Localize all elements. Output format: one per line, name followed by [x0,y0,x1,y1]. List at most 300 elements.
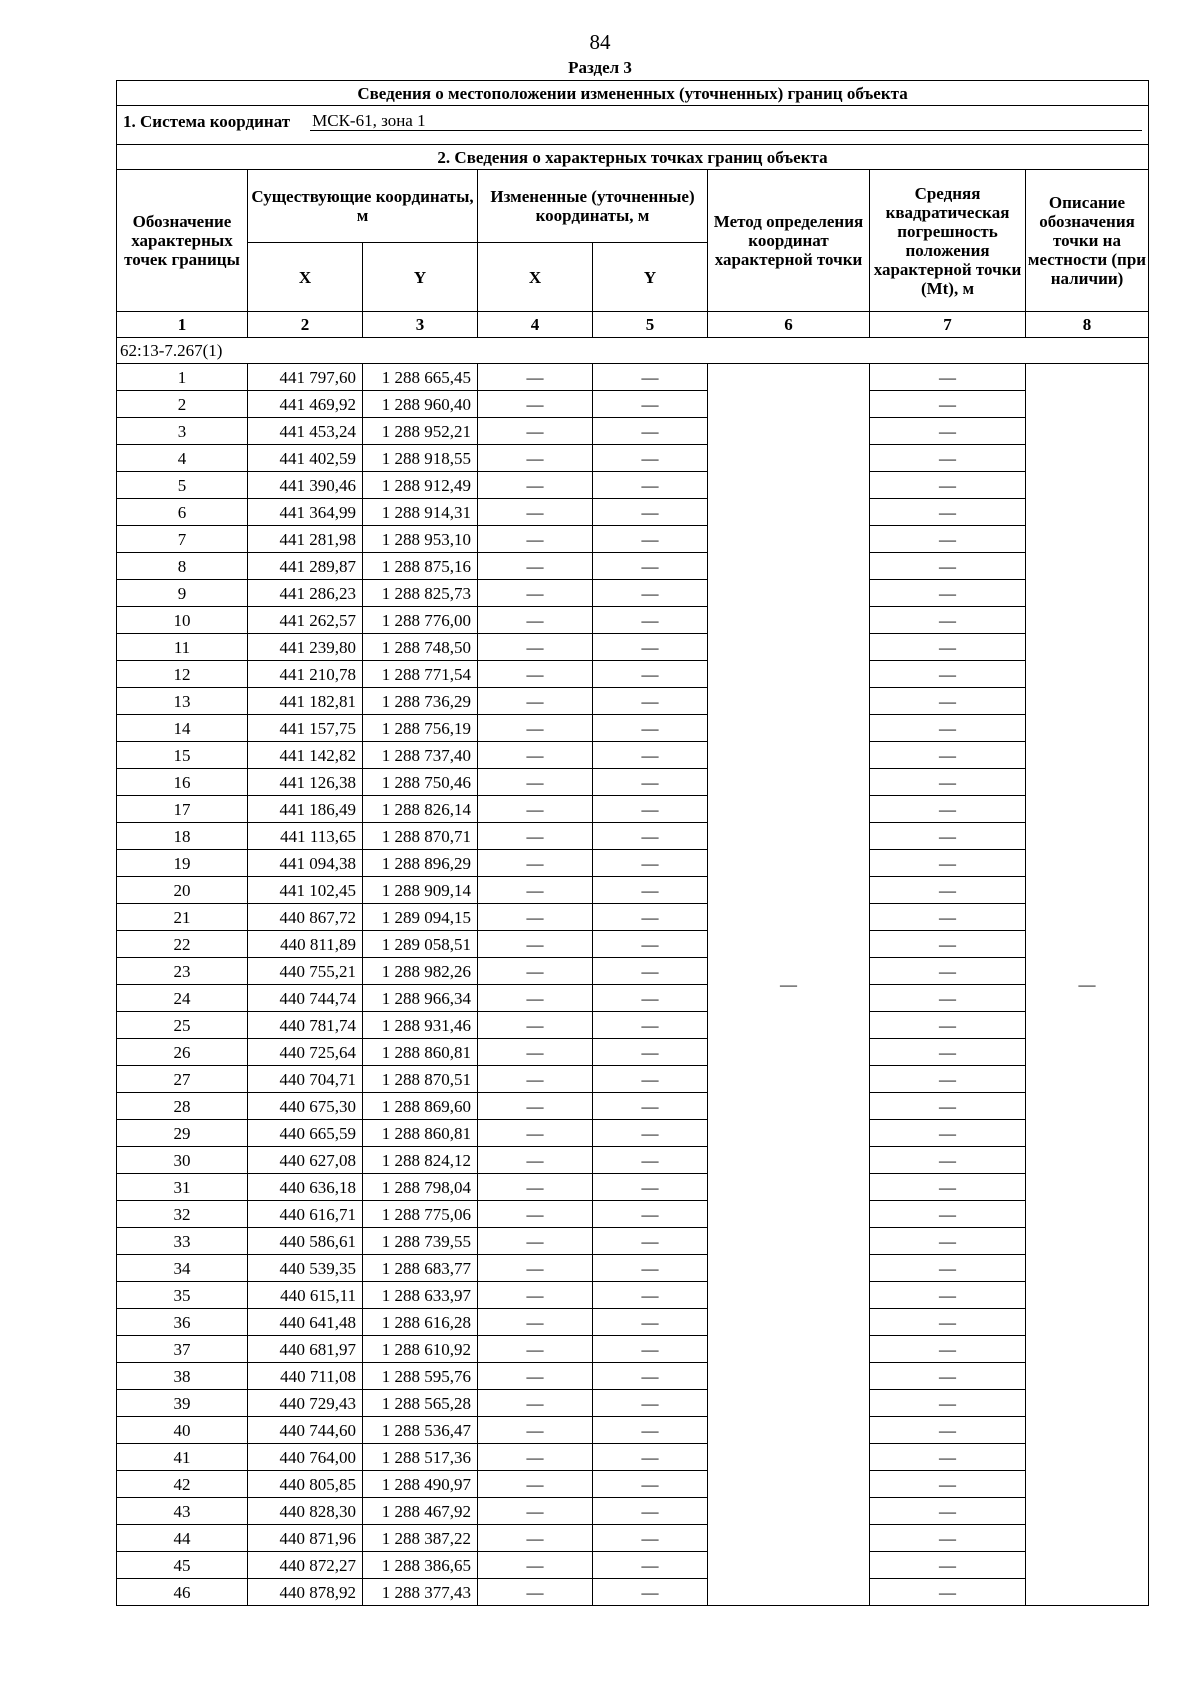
col-number-1: 1 [117,312,248,338]
table-row [117,985,1149,1012]
coord-system-cell [117,106,1149,145]
table-row [117,850,1149,877]
mean-error: — [870,1363,1026,1390]
changed-y: — [593,472,708,499]
table-row [117,1471,1149,1498]
mean-error: — [870,1120,1026,1147]
existing-y: 1 288 739,55 [363,1228,478,1255]
mean-error: — [870,634,1026,661]
coord-system-label: 1. Система координат [123,112,291,131]
existing-x: 441 402,59 [248,445,363,472]
existing-x: 440 811,89 [248,931,363,958]
existing-y: 1 288 490,97 [363,1471,478,1498]
point-number: 12 [117,661,248,688]
point-number: 4 [117,445,248,472]
changed-x: — [478,796,593,823]
changed-x: — [478,823,593,850]
existing-y: 1 288 595,76 [363,1363,478,1390]
points-section-title: 2. Сведения о характерных точках границ объекта [117,145,1149,170]
mean-error: — [870,418,1026,445]
existing-x: 440 871,96 [248,1525,363,1552]
existing-y: 1 288 616,28 [363,1309,478,1336]
changed-x: — [478,1579,593,1606]
mean-error: — [870,1039,1026,1066]
mean-error: — [870,1444,1026,1471]
changed-x: — [478,607,593,634]
point-number: 43 [117,1498,248,1525]
changed-x: — [478,742,593,769]
header-method: Метод определения координат характерной точки [708,170,870,312]
changed-x: — [478,1066,593,1093]
point-number: 14 [117,715,248,742]
changed-x: — [478,1093,593,1120]
mean-error: — [870,364,1026,391]
existing-x: 441 182,81 [248,688,363,715]
existing-x: 440 781,74 [248,1012,363,1039]
existing-y: 1 288 826,14 [363,796,478,823]
existing-x: 440 744,74 [248,985,363,1012]
changed-x: — [478,1336,593,1363]
mean-error: — [870,1201,1026,1228]
table-row [117,1066,1149,1093]
changed-x: — [478,499,593,526]
existing-x: 441 113,65 [248,823,363,850]
mean-error: — [870,1498,1026,1525]
table-row [117,1255,1149,1282]
table-row [117,1093,1149,1120]
changed-x: — [478,364,593,391]
existing-x: 440 744,60 [248,1417,363,1444]
changed-y: — [593,526,708,553]
table-row [117,958,1149,985]
table-row [117,1525,1149,1552]
mean-error: — [870,1471,1026,1498]
changed-y: — [593,1147,708,1174]
point-number: 38 [117,1363,248,1390]
table-row [117,364,1149,391]
mean-error: — [870,877,1026,904]
point-number: 44 [117,1525,248,1552]
existing-y: 1 288 737,40 [363,742,478,769]
table-row [117,1498,1149,1525]
header-point-description: Описание обозначения точки на местности (при наличии) [1026,170,1149,312]
changed-y: — [593,742,708,769]
table-row [117,1174,1149,1201]
section-title: Раздел 3 [568,58,632,77]
existing-x: 440 805,85 [248,1471,363,1498]
existing-y: 1 288 748,50 [363,634,478,661]
changed-x: — [478,580,593,607]
changed-y: — [593,769,708,796]
existing-y: 1 288 860,81 [363,1039,478,1066]
mean-error: — [870,391,1026,418]
existing-y: 1 288 914,31 [363,499,478,526]
existing-y: 1 288 870,71 [363,823,478,850]
changed-y: — [593,1417,708,1444]
changed-x: — [478,1147,593,1174]
changed-y: — [593,715,708,742]
mean-error: — [870,1282,1026,1309]
header-existing-x: X [248,243,363,312]
point-number: 3 [117,418,248,445]
existing-x: 440 872,27 [248,1552,363,1579]
table-row [117,607,1149,634]
header-existing-y: Y [363,243,478,312]
existing-x: 440 539,35 [248,1255,363,1282]
changed-y: — [593,1471,708,1498]
existing-y: 1 288 912,49 [363,472,478,499]
table-row [117,1147,1149,1174]
changed-y: — [593,1390,708,1417]
existing-x: 441 210,78 [248,661,363,688]
changed-x: — [478,553,593,580]
mean-error: — [870,1174,1026,1201]
table-row [117,499,1149,526]
changed-y: — [593,1498,708,1525]
existing-y: 1 288 775,06 [363,1201,478,1228]
existing-x: 441 469,92 [248,391,363,418]
page-number: 84 [589,30,611,54]
point-number: 41 [117,1444,248,1471]
mean-error: — [870,931,1026,958]
point-number: 8 [117,553,248,580]
existing-x: 441 262,57 [248,607,363,634]
point-number: 10 [117,607,248,634]
existing-x: 440 616,71 [248,1201,363,1228]
existing-x: 441 289,87 [248,553,363,580]
existing-x: 441 126,38 [248,769,363,796]
changed-y: — [593,445,708,472]
table-row [117,1228,1149,1255]
table-row [117,769,1149,796]
point-number: 28 [117,1093,248,1120]
mean-error: — [870,1228,1026,1255]
existing-y: 1 288 536,47 [363,1417,478,1444]
point-number: 13 [117,688,248,715]
existing-y: 1 288 750,46 [363,769,478,796]
table-row [117,877,1149,904]
existing-y: 1 288 982,26 [363,958,478,985]
changed-y: — [593,1255,708,1282]
changed-x: — [478,715,593,742]
existing-x: 440 867,72 [248,904,363,931]
changed-x: — [478,904,593,931]
existing-y: 1 288 610,92 [363,1336,478,1363]
existing-x: 440 675,30 [248,1093,363,1120]
existing-x: 440 704,71 [248,1066,363,1093]
changed-x: — [478,1498,593,1525]
mean-error: — [870,526,1026,553]
table-row [117,1282,1149,1309]
changed-y: — [593,823,708,850]
col-number-3: 3 [363,312,478,338]
mean-error: — [870,1066,1026,1093]
changed-y: — [593,1174,708,1201]
point-number: 46 [117,1579,248,1606]
existing-y: 1 288 918,55 [363,445,478,472]
existing-y: 1 288 931,46 [363,1012,478,1039]
existing-x: 440 755,21 [248,958,363,985]
changed-y: — [593,364,708,391]
table-row [117,1444,1149,1471]
point-number: 6 [117,499,248,526]
table-row [117,1309,1149,1336]
point-number: 25 [117,1012,248,1039]
existing-x: 441 364,99 [248,499,363,526]
changed-x: — [478,1039,593,1066]
point-number: 27 [117,1066,248,1093]
existing-x: 440 729,43 [248,1390,363,1417]
point-number: 11 [117,634,248,661]
point-number: 9 [117,580,248,607]
existing-y: 1 288 683,77 [363,1255,478,1282]
changed-x: — [478,1120,593,1147]
existing-y: 1 288 966,34 [363,985,478,1012]
existing-x: 441 239,80 [248,634,363,661]
point-number: 21 [117,904,248,931]
existing-x: 441 390,46 [248,472,363,499]
point-number: 39 [117,1390,248,1417]
changed-y: — [593,1012,708,1039]
changed-x: — [478,985,593,1012]
changed-x: — [478,1282,593,1309]
changed-y: — [593,1336,708,1363]
existing-y: 1 288 824,12 [363,1147,478,1174]
mean-error: — [870,1525,1026,1552]
existing-y: 1 288 517,36 [363,1444,478,1471]
table-row [117,1012,1149,1039]
existing-x: 441 286,23 [248,580,363,607]
changed-y: — [593,796,708,823]
changed-y: — [593,931,708,958]
changed-y: — [593,580,708,607]
point-number: 23 [117,958,248,985]
existing-y: 1 288 825,73 [363,580,478,607]
changed-y: — [593,1552,708,1579]
point-number: 35 [117,1282,248,1309]
changed-x: — [478,1255,593,1282]
changed-x: — [478,418,593,445]
col-number-7: 7 [870,312,1026,338]
mean-error: — [870,445,1026,472]
col-number-2: 2 [248,312,363,338]
changed-y: — [593,661,708,688]
changed-x: — [478,1363,593,1390]
existing-y: 1 288 756,19 [363,715,478,742]
table-row [117,904,1149,931]
changed-y: — [593,499,708,526]
header-designation: Обозначение характерных точек границы [117,170,248,312]
mean-error: — [870,607,1026,634]
changed-x: — [478,1309,593,1336]
changed-x: — [478,1012,593,1039]
changed-x: — [478,472,593,499]
mean-error: — [870,1390,1026,1417]
existing-x: 440 725,64 [248,1039,363,1066]
table-row [117,526,1149,553]
point-number: 1 [117,364,248,391]
table-row [117,391,1149,418]
changed-y: — [593,985,708,1012]
existing-x: 440 636,18 [248,1174,363,1201]
changed-x: — [478,850,593,877]
changed-x: — [478,391,593,418]
changed-y: — [593,1525,708,1552]
header-changed-coords: Измененные (уточненные) координаты, м [478,170,708,243]
point-number: 17 [117,796,248,823]
changed-x: — [478,1390,593,1417]
changed-x: — [478,1228,593,1255]
changed-y: — [593,634,708,661]
table-row [117,1552,1149,1579]
changed-x: — [478,877,593,904]
changed-y: — [593,1120,708,1147]
table-row [117,931,1149,958]
col-number-6: 6 [708,312,870,338]
mean-error: — [870,472,1026,499]
header-changed-x: X [478,243,593,312]
table-row [117,742,1149,769]
changed-y: — [593,1201,708,1228]
changed-y: — [593,391,708,418]
table-row [117,1579,1149,1606]
point-number: 29 [117,1120,248,1147]
point-number: 36 [117,1309,248,1336]
table-row [117,1120,1149,1147]
table-row [117,1201,1149,1228]
point-number: 34 [117,1255,248,1282]
table-row [117,1336,1149,1363]
table-row [117,688,1149,715]
changed-x: — [478,769,593,796]
changed-y: — [593,1093,708,1120]
table-row [117,634,1149,661]
changed-x: — [478,1471,593,1498]
mean-error: — [870,742,1026,769]
mean-error: — [870,1417,1026,1444]
point-number: 24 [117,985,248,1012]
point-number: 33 [117,1228,248,1255]
changed-y: — [593,1228,708,1255]
table-title: Сведения о местоположении измененных (уточненных) границ объекта [117,81,1149,106]
changed-y: — [593,877,708,904]
changed-x: — [478,931,593,958]
existing-y: 1 288 870,51 [363,1066,478,1093]
group-label: 62:13-7.267(1) [117,338,1149,364]
changed-y: — [593,1444,708,1471]
point-number: 30 [117,1147,248,1174]
boundary-points-table [116,80,1149,1606]
mean-error: — [870,850,1026,877]
changed-x: — [478,1552,593,1579]
table-row [117,1363,1149,1390]
changed-y: — [593,1039,708,1066]
mean-error: — [870,985,1026,1012]
changed-x: — [478,1525,593,1552]
method-cell: — [708,364,870,1606]
existing-y: 1 288 953,10 [363,526,478,553]
col-number-4: 4 [478,312,593,338]
changed-x: — [478,445,593,472]
existing-y: 1 288 736,29 [363,688,478,715]
header-changed-y: Y [593,243,708,312]
changed-y: — [593,1579,708,1606]
existing-y: 1 289 058,51 [363,931,478,958]
coord-system-value: МСК-61, зона 1 [310,112,1142,131]
point-number: 20 [117,877,248,904]
mean-error: — [870,1336,1026,1363]
col-number-5: 5 [593,312,708,338]
table-row [117,580,1149,607]
existing-y: 1 288 960,40 [363,391,478,418]
point-number: 45 [117,1552,248,1579]
changed-y: — [593,904,708,931]
table-row [117,445,1149,472]
existing-y: 1 288 665,45 [363,364,478,391]
point-number: 15 [117,742,248,769]
point-number: 40 [117,1417,248,1444]
description-cell: — [1026,364,1149,1606]
mean-error: — [870,580,1026,607]
point-number: 5 [117,472,248,499]
changed-x: — [478,1444,593,1471]
existing-y: 1 288 952,21 [363,418,478,445]
point-number: 26 [117,1039,248,1066]
point-number: 31 [117,1174,248,1201]
existing-x: 440 627,08 [248,1147,363,1174]
existing-y: 1 288 776,00 [363,607,478,634]
existing-y: 1 288 909,14 [363,877,478,904]
existing-y: 1 288 387,22 [363,1525,478,1552]
point-number: 19 [117,850,248,877]
point-number: 42 [117,1471,248,1498]
existing-y: 1 288 467,92 [363,1498,478,1525]
table-row [117,661,1149,688]
point-number: 18 [117,823,248,850]
existing-x: 440 878,92 [248,1579,363,1606]
existing-x: 441 102,45 [248,877,363,904]
table-row [117,472,1149,499]
table-row [117,1390,1149,1417]
mean-error: — [870,1093,1026,1120]
existing-y: 1 288 875,16 [363,553,478,580]
existing-x: 441 157,75 [248,715,363,742]
existing-y: 1 288 377,43 [363,1579,478,1606]
mean-error: — [870,904,1026,931]
point-number: 37 [117,1336,248,1363]
point-number: 7 [117,526,248,553]
existing-y: 1 288 896,29 [363,850,478,877]
existing-x: 440 665,59 [248,1120,363,1147]
existing-x: 440 764,00 [248,1444,363,1471]
existing-x: 441 094,38 [248,850,363,877]
mean-error: — [870,958,1026,985]
changed-x: — [478,958,593,985]
changed-y: — [593,958,708,985]
mean-error: — [870,553,1026,580]
table-row [117,823,1149,850]
changed-x: — [478,1201,593,1228]
table-row [117,418,1149,445]
table-row [117,715,1149,742]
col-number-8: 8 [1026,312,1149,338]
existing-x: 440 711,08 [248,1363,363,1390]
changed-y: — [593,1282,708,1309]
existing-y: 1 289 094,15 [363,904,478,931]
existing-x: 441 186,49 [248,796,363,823]
mean-error: — [870,796,1026,823]
changed-x: — [478,1417,593,1444]
